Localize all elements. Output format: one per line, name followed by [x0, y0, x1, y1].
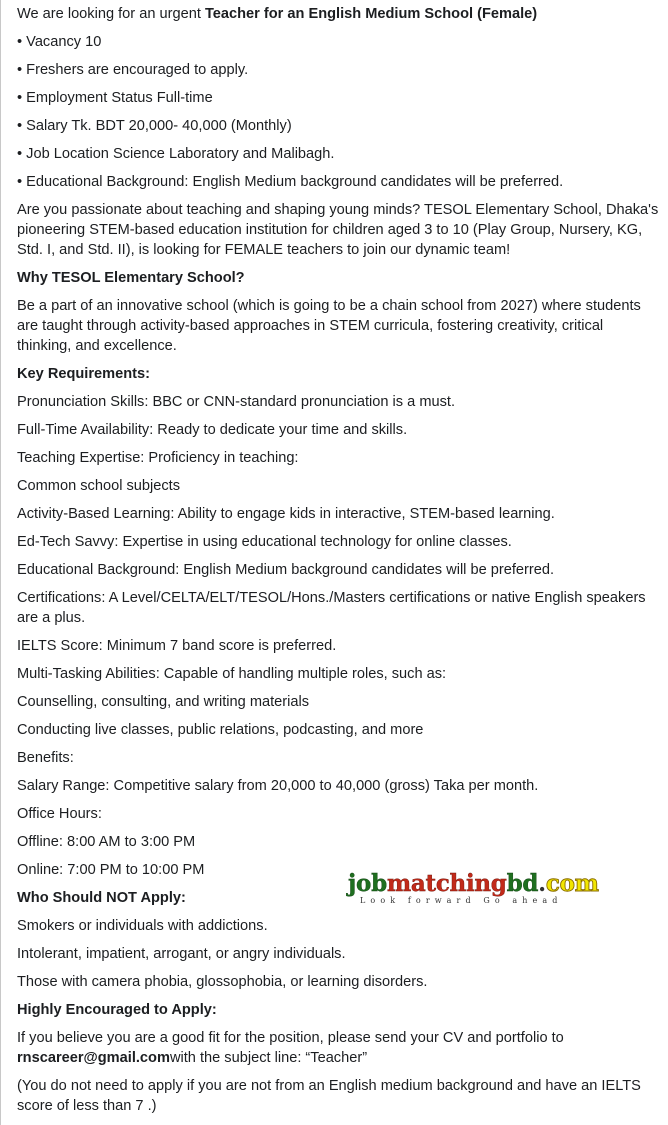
watermark-dot: .	[538, 870, 546, 897]
not-apply-intolerant: Intolerant, impatient, arrogant, or angry individuals.	[17, 946, 346, 962]
requirements-heading: Key Requirements:	[17, 366, 151, 382]
apply-instructions	[17, 1028, 660, 1068]
requirement-education: Educational Background: English Medium background candidates will be preferred.	[17, 562, 555, 578]
not-apply-phobia: Those with camera phobia, glossophobia, or learning disorders.	[17, 974, 428, 990]
job-post	[1, 0, 668, 1116]
requirement-availability: Full-Time Availability: Ready to dedicate your time and skills.	[17, 422, 408, 438]
offline-hours: Offline: 8:00 AM to 3:00 PM	[17, 834, 196, 850]
requirement-certifications: Certifications: A Level/CELTA/ELT/TESOL/Hons./Masters certifications or native English speakers are a plus.	[17, 590, 646, 626]
apply-prefix: If you believe you are a good fit for the position, please send your CV and portfolio to	[17, 1030, 564, 1046]
benefits-heading: Benefits:	[17, 750, 74, 766]
requirement-multitasking: Multi-Tasking Abilities: Capable of handling multiple roles, such as:	[17, 666, 447, 682]
why-heading: Why TESOL Elementary School?	[17, 270, 245, 286]
closing-note: (You do not need to apply if you are not from an English medium background and have an IELTS score of less than 7 .)	[17, 1078, 641, 1114]
passion-paragraph: Are you passionate about teaching and shaping young minds? TESOL Elementary School, Dhaka's pioneering STEM-based education institution for children aged 3 to 10 (Play Group, Nursery, KG, Std. I, and Std. II), is looking for FEMALE teachers to join our dynamic team!	[17, 202, 659, 258]
requirement-live-classes: Conducting live classes, public relations, podcasting, and more	[17, 722, 424, 738]
requirement-edtech: Ed-Tech Savvy: Expertise in using educational technology for online classes.	[17, 534, 512, 550]
requirement-ielts: IELTS Score: Minimum 7 band score is preferred.	[17, 638, 337, 654]
intro-line	[17, 4, 660, 24]
requirement-subjects: Common school subjects	[17, 478, 181, 494]
watermark-job: job	[348, 870, 387, 897]
apply-suffix: with the subject line: “Teacher”	[169, 1050, 368, 1066]
office-hours-heading: Office Hours:	[17, 806, 102, 822]
apply-email: rnscareer@gmail.com	[17, 1050, 170, 1066]
bullet-freshers: • Freshers are encouraged to apply.	[17, 62, 249, 78]
bullet-vacancy: • Vacancy 10	[17, 34, 102, 50]
not-apply-heading: Who Should NOT Apply:	[17, 890, 186, 906]
intro-prefix: We are looking for an urgent	[17, 6, 205, 22]
encouraged-heading: Highly Encouraged to Apply:	[17, 1002, 217, 1018]
online-hours: Online: 7:00 PM to 10:00 PM	[17, 862, 205, 878]
why-paragraph: Be a part of an innovative school (which is going to be a chain school from 2027) where students are taught through activity-based approaches in STEM curricula, fostering creativity, critical thinking, and excellence.	[17, 298, 641, 354]
watermark-matching: matching	[386, 870, 507, 897]
bullet-employment-status: • Employment Status Full-time	[17, 90, 213, 106]
salary-range: Salary Range: Competitive salary from 20,000 to 40,000 (gross) Taka per month.	[17, 778, 539, 794]
not-apply-smokers: Smokers or individuals with addictions.	[17, 918, 268, 934]
watermark-tagline: Look forward Go ahead	[360, 896, 563, 905]
requirement-activity-learning: Activity-Based Learning: Ability to engage kids in interactive, STEM-based learning.	[17, 506, 555, 522]
requirement-pronunciation: Pronunciation Skills: BBC or CNN-standard pronunciation is a must.	[17, 394, 456, 410]
bullet-location: • Job Location Science Laboratory and Malibagh.	[17, 146, 335, 162]
watermark-bd: bd	[506, 870, 539, 897]
requirement-counselling: Counselling, consulting, and writing materials	[17, 694, 310, 710]
job-title: Teacher for an English Medium School (Female)	[204, 6, 538, 22]
watermark-com: com	[545, 870, 599, 897]
bullet-salary: • Salary Tk. BDT 20,000- 40,000 (Monthly)	[17, 118, 292, 134]
requirement-teaching-expertise: Teaching Expertise: Proficiency in teaching:	[17, 450, 299, 466]
bullet-education: • Educational Background: English Medium background candidates will be preferred.	[17, 174, 564, 190]
